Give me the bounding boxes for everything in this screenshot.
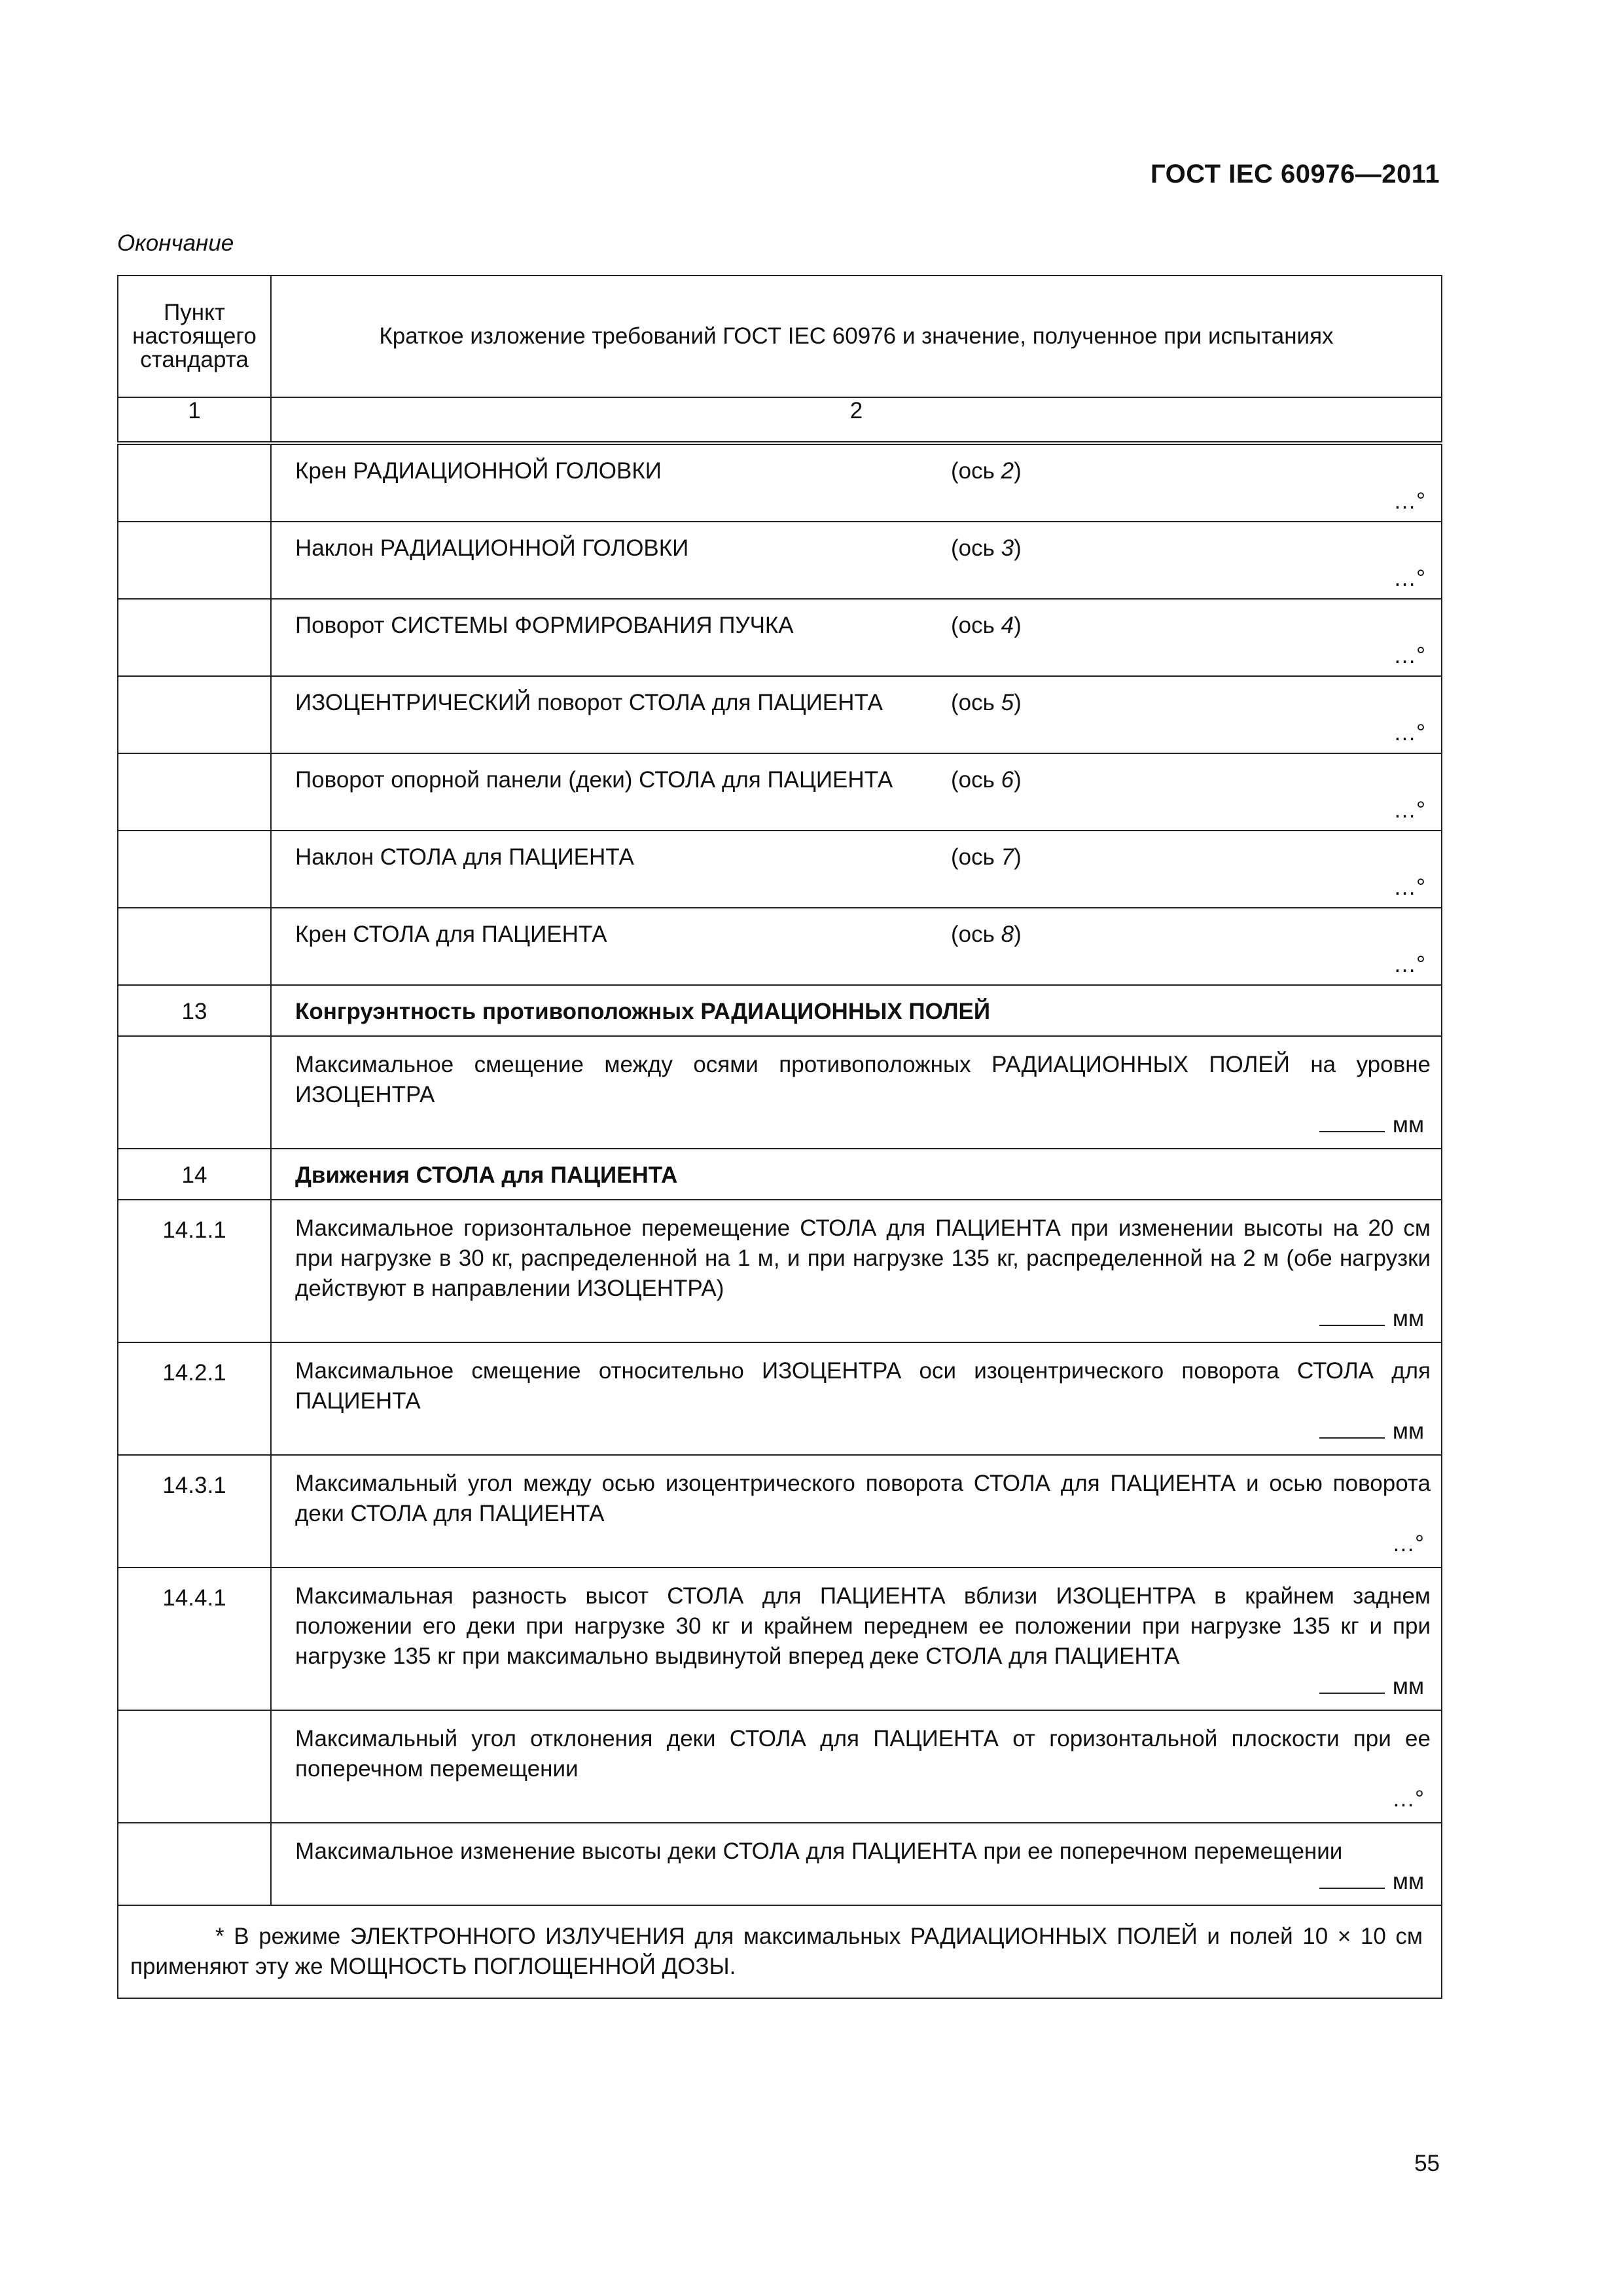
point-cell: [118, 676, 271, 753]
requirement-text: Максимальное горизонтальное перемещение СТОЛА для ПАЦИЕНТА при изменении высоты на 20 см при нагрузке в 30 кг, распределенной на 1 м, и при нагрузке 135 кг, распределенной на 2 м (обе нагрузки действуют в направлении ИЗОЦЕНТРА): [295, 1215, 1431, 1301]
table-row: [118, 1200, 1442, 1342]
page-number: 55: [1414, 2151, 1440, 2176]
requirement-cell: [271, 753, 1442, 831]
point-cell: [118, 1036, 271, 1149]
value-blank: [1319, 1418, 1385, 1439]
requirement-text: Наклон СТОЛА для ПАЦИЕНТА: [295, 844, 634, 870]
requirement-cell: [271, 1710, 1442, 1823]
point-cell: 14.3.1: [118, 1455, 271, 1568]
table-header-row: [118, 276, 1442, 397]
footnote-row: [118, 1905, 1442, 1998]
point-cell: [118, 908, 271, 985]
point-cell: 14: [118, 1149, 271, 1200]
requirement-cell: [271, 1036, 1442, 1149]
measurement-unit: мм: [295, 1304, 1431, 1334]
table-row: [118, 1036, 1442, 1149]
axis-label: (ось 4): [951, 613, 1022, 638]
measurement-unit: мм: [295, 1672, 1431, 1702]
point-cell: [118, 831, 271, 908]
value-blank: [1319, 1305, 1385, 1326]
table-row: [118, 1342, 1442, 1455]
measurement-unit: мм: [295, 1867, 1431, 1897]
degree-unit: …°: [1393, 488, 1425, 514]
requirement-cell: [271, 443, 1442, 522]
continuation-label: Окончание: [117, 230, 234, 256]
table-row: [118, 1455, 1442, 1568]
table-row: [118, 599, 1442, 676]
requirement-cell: [271, 522, 1442, 599]
requirement-cell: [271, 1455, 1442, 1568]
column-header-summary: Краткое изложение требований ГОСТ IEC 60976 и значение, полученное при испытаниях: [271, 276, 1442, 397]
requirement-text: Максимальное смещение между осями противоположных РАДИАЦИОННЫХ ПОЛЕЙ на уровне ИЗОЦЕНТРА: [295, 1052, 1431, 1107]
table-row: [118, 753, 1442, 831]
point-cell: [118, 443, 271, 522]
requirement-cell: [271, 1342, 1442, 1455]
section-row: [118, 985, 1442, 1036]
value-blank: [1319, 1868, 1385, 1889]
degree-unit: …°: [1392, 1786, 1424, 1812]
point-cell: 14.4.1: [118, 1568, 271, 1710]
degree-unit: …°: [1393, 797, 1425, 823]
point-cell: [118, 599, 271, 676]
axis-label: (ось 2): [951, 458, 1022, 484]
table-row: [118, 1568, 1442, 1710]
requirement-cell: [271, 1823, 1442, 1905]
section-row: [118, 1149, 1442, 1200]
table-row: [118, 443, 1442, 522]
axis-label: (ось 5): [951, 690, 1022, 715]
table-row: [118, 676, 1442, 753]
requirement-text: Крен РАДИАЦИОННОЙ ГОЛОВКИ: [295, 458, 662, 484]
column-number-2: 2: [271, 397, 1442, 443]
section-title: Движения СТОЛА для ПАЦИЕНТА: [271, 1149, 1442, 1200]
degree-unit: …°: [1393, 874, 1425, 900]
table-footnote: * В режиме ЭЛЕКТРОННОГО ИЗЛУЧЕНИЯ для максимальных РАДИАЦИОННЫХ ПОЛЕЙ и полей 10 × 10 см применяют эту же МОЩНОСТЬ ПОГЛОЩЕННОЙ ДОЗЫ.: [118, 1905, 1442, 1998]
table-row: [118, 831, 1442, 908]
standard-designation: ГОСТ IEC 60976—2011: [1150, 160, 1440, 188]
requirement-text: Максимальный угол между осью изоцентрического поворота СТОЛА для ПАЦИЕНТА и осью поворота деки СТОЛА для ПАЦИЕНТА: [295, 1471, 1431, 1526]
requirement-cell: [271, 831, 1442, 908]
value-blank: [1319, 1673, 1385, 1694]
requirement-text: Наклон РАДИАЦИОННОЙ ГОЛОВКИ: [295, 535, 689, 561]
requirement-text: ИЗОЦЕНТРИЧЕСКИЙ поворот СТОЛА для ПАЦИЕНТА: [295, 690, 883, 715]
requirement-text: Поворот опорной панели (деки) СТОЛА для ПАЦИЕНТА: [295, 767, 893, 793]
point-cell: 14.1.1: [118, 1200, 271, 1342]
axis-label: (ось 8): [951, 922, 1022, 947]
value-blank: [1319, 1111, 1385, 1132]
requirement-text: Максимальное смещение относительно ИЗОЦЕНТРА оси изоцентрического поворота СТОЛА для ПАЦИЕНТА: [295, 1358, 1431, 1414]
degree-unit: …°: [1393, 720, 1425, 745]
table-row: [118, 1823, 1442, 1905]
table-row: [118, 1710, 1442, 1823]
axis-label: (ось 6): [951, 767, 1022, 793]
column-number-1: 1: [118, 397, 271, 443]
requirements-table: [117, 275, 1442, 1999]
section-title: Конгруэнтность противоположных РАДИАЦИОННЫХ ПОЛЕЙ: [271, 985, 1442, 1036]
requirement-text: Максимальная разность высот СТОЛА для ПАЦИЕНТА вблизи ИЗОЦЕНТРА в крайнем заднем положении его деки при нагрузке 30 кг и крайнем переднем ее положении при нагрузке 135 кг и при нагрузке 135 кг при максимально выдвинутой вперед деке СТОЛА для ПАЦИЕНТА: [295, 1583, 1431, 1669]
axis-label: (ось 3): [951, 535, 1022, 561]
requirement-text: Поворот СИСТЕМЫ ФОРМИРОВАНИЯ ПУЧКА: [295, 613, 794, 638]
degree-unit: …°: [1393, 952, 1425, 977]
point-cell: [118, 1710, 271, 1823]
requirement-text: Максимальное изменение высоты деки СТОЛА для ПАЦИЕНТА при ее поперечном перемещении: [295, 1839, 1343, 1864]
table-row: [118, 908, 1442, 985]
requirement-text: Максимальный угол отклонения деки СТОЛА для ПАЦИЕНТА от горизонтальной плоскости при ее поперечном перемещении: [295, 1726, 1431, 1782]
table-row: [118, 522, 1442, 599]
point-cell: 13: [118, 985, 271, 1036]
requirement-cell: [271, 1568, 1442, 1710]
point-cell: [118, 1823, 271, 1905]
requirement-cell: [271, 908, 1442, 985]
degree-unit: …°: [1393, 565, 1425, 591]
requirement-cell: [271, 599, 1442, 676]
point-cell: 14.2.1: [118, 1342, 271, 1455]
measurement-unit: мм: [295, 1110, 1431, 1140]
column-header-point: Пункт настоящего стандарта: [118, 276, 271, 397]
point-cell: [118, 753, 271, 831]
point-cell: [118, 522, 271, 599]
requirement-cell: [271, 1200, 1442, 1342]
axis-label: (ось 7): [951, 844, 1022, 870]
degree-unit: …°: [1392, 1531, 1424, 1556]
measurement-unit: мм: [295, 1416, 1431, 1446]
column-number-row: [118, 397, 1442, 443]
degree-unit: …°: [1393, 643, 1425, 668]
requirement-cell: [271, 676, 1442, 753]
requirement-text: Крен СТОЛА для ПАЦИЕНТА: [295, 922, 607, 947]
